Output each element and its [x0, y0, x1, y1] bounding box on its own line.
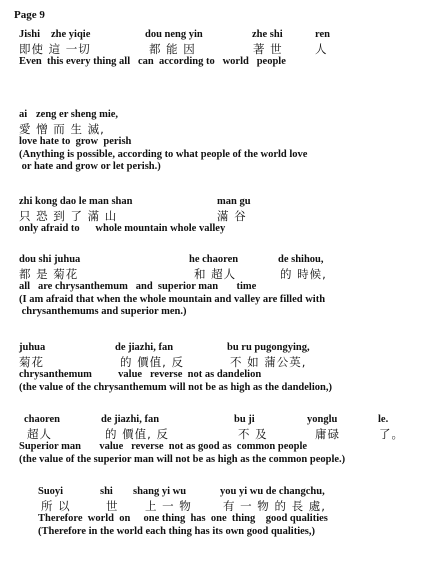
- hanzi-word: 愛 憎 而 生 滅,: [19, 122, 105, 136]
- pinyin-word: dou neng yin: [145, 29, 203, 40]
- translation-line: (I am afraid that when the whole mountain and valley are filled with: [19, 293, 326, 305]
- hanzi-line: [19, 42, 328, 56]
- pinyin-line: [38, 485, 328, 499]
- hanzi-word: 著 世: [253, 42, 283, 56]
- hanzi-word: 人: [315, 42, 328, 56]
- pinyin-word: he chaoren: [189, 254, 239, 265]
- pinyin-word: bu ru pugongying,: [227, 342, 310, 353]
- pinyin-word: yonglu: [307, 414, 338, 425]
- hanzi-word: 的 價值, 反: [105, 427, 169, 441]
- pinyin-line: [19, 195, 251, 209]
- english-gloss: only afraid to whole mountain whole valley: [19, 223, 226, 234]
- pinyin-line: [19, 28, 330, 42]
- hanzi-word: 滿 谷: [217, 209, 247, 223]
- hanzi-word: 上 一 物: [145, 499, 192, 513]
- translation-line: chrysanthemums and superior men.): [19, 306, 187, 317]
- pinyin-word: you yi wu de changchu,: [220, 486, 325, 497]
- hanzi-word: 菊花: [19, 355, 44, 369]
- pinyin-word: man gu: [217, 196, 251, 207]
- english-gloss: Even this every thing all can according to world people: [19, 56, 286, 67]
- pinyin-line: [19, 341, 332, 355]
- pinyin-word: de jiazhi, fan: [101, 414, 160, 425]
- hanzi-word: 不 如 蒲公英,: [230, 355, 307, 369]
- hanzi-word: 庸碌: [315, 427, 340, 441]
- stanza: [19, 253, 325, 319]
- translation-line: or hate and grow or let perish.): [19, 161, 161, 172]
- hanzi-word: 世: [106, 499, 119, 513]
- hanzi-line: [19, 209, 247, 223]
- hanzi-word: 和 超人: [194, 267, 237, 281]
- translation-line: (Therefore in the world each thing has its own good qualities,): [38, 525, 315, 537]
- page-label: Page 9: [14, 9, 45, 21]
- hanzi-word: 的 時候,: [280, 267, 327, 281]
- hanzi-word: 都 是 菊花: [19, 267, 79, 281]
- pinyin-word: ai: [19, 109, 28, 120]
- hanzi-word: 了。: [379, 427, 404, 441]
- stanza: [38, 485, 328, 538]
- hanzi-word: 所 以: [41, 499, 71, 513]
- hanzi-word: 即使 這 一切: [19, 42, 91, 56]
- hanzi-line: [38, 499, 328, 513]
- hanzi-word: 不 及: [238, 427, 268, 441]
- english-gloss: all are chrysanthemum and superior man time: [19, 281, 257, 292]
- english-gloss: chrysanthemum value reverse not as dandelion: [19, 369, 262, 380]
- pinyin-word: le.: [378, 414, 389, 425]
- hanzi-line: [19, 267, 325, 281]
- stanza: [19, 195, 251, 236]
- pinyin-word: zhi kong dao le man shan: [19, 196, 133, 207]
- translation-line: (Anything is possible, according to what people of the world love: [19, 148, 308, 160]
- pinyin-word: dou shi juhua: [19, 254, 81, 265]
- pinyin-word: zhe yiqie: [51, 29, 91, 40]
- pinyin-word: de shihou,: [278, 254, 324, 265]
- translation-line: (the value of the chrysanthemum will not be as high as the dandelion,): [19, 381, 332, 393]
- pinyin-word: ren: [315, 29, 330, 40]
- pinyin-word: Jishi: [19, 29, 41, 40]
- hanzi-word: 都 能 因: [149, 42, 196, 56]
- hanzi-line: [19, 427, 404, 441]
- stanza: [19, 413, 404, 466]
- stanza: [19, 108, 307, 174]
- pinyin-word: shi: [100, 486, 113, 497]
- pinyin-word: Suoyi: [38, 486, 64, 497]
- english-gloss: love hate to grow perish: [19, 136, 132, 147]
- english-gloss: Superior man value reverse not as good as common people: [19, 441, 308, 452]
- translation-line: (the value of the superior man will not be as high as the common people.): [19, 453, 346, 465]
- hanzi-word: 的 價值, 反: [120, 355, 184, 369]
- pinyin-line: [19, 253, 325, 267]
- stanza: [19, 341, 332, 394]
- hanzi-word: 有 一 物 的 長 處,: [223, 499, 326, 513]
- pinyin-word: juhua: [19, 342, 46, 353]
- stanza: [19, 28, 330, 69]
- english-gloss: Therefore world on one thing has one thing good qualities: [38, 513, 328, 524]
- pinyin-line: [19, 108, 307, 122]
- pinyin-word: de jiazhi, fan: [115, 342, 174, 353]
- hanzi-line: [19, 355, 332, 369]
- pinyin-word: shang yi wu: [133, 486, 187, 497]
- pinyin-word: zeng er sheng mie,: [36, 109, 119, 120]
- pinyin-word: zhe shi: [252, 29, 283, 40]
- hanzi-word: 只 恐 到 了 滿 山: [19, 209, 118, 223]
- pinyin-line: [19, 413, 389, 427]
- pinyin-word: chaoren: [24, 414, 60, 425]
- pinyin-word: bu ji: [234, 414, 255, 425]
- hanzi-line: [19, 122, 307, 136]
- hanzi-word: 超人: [27, 427, 52, 441]
